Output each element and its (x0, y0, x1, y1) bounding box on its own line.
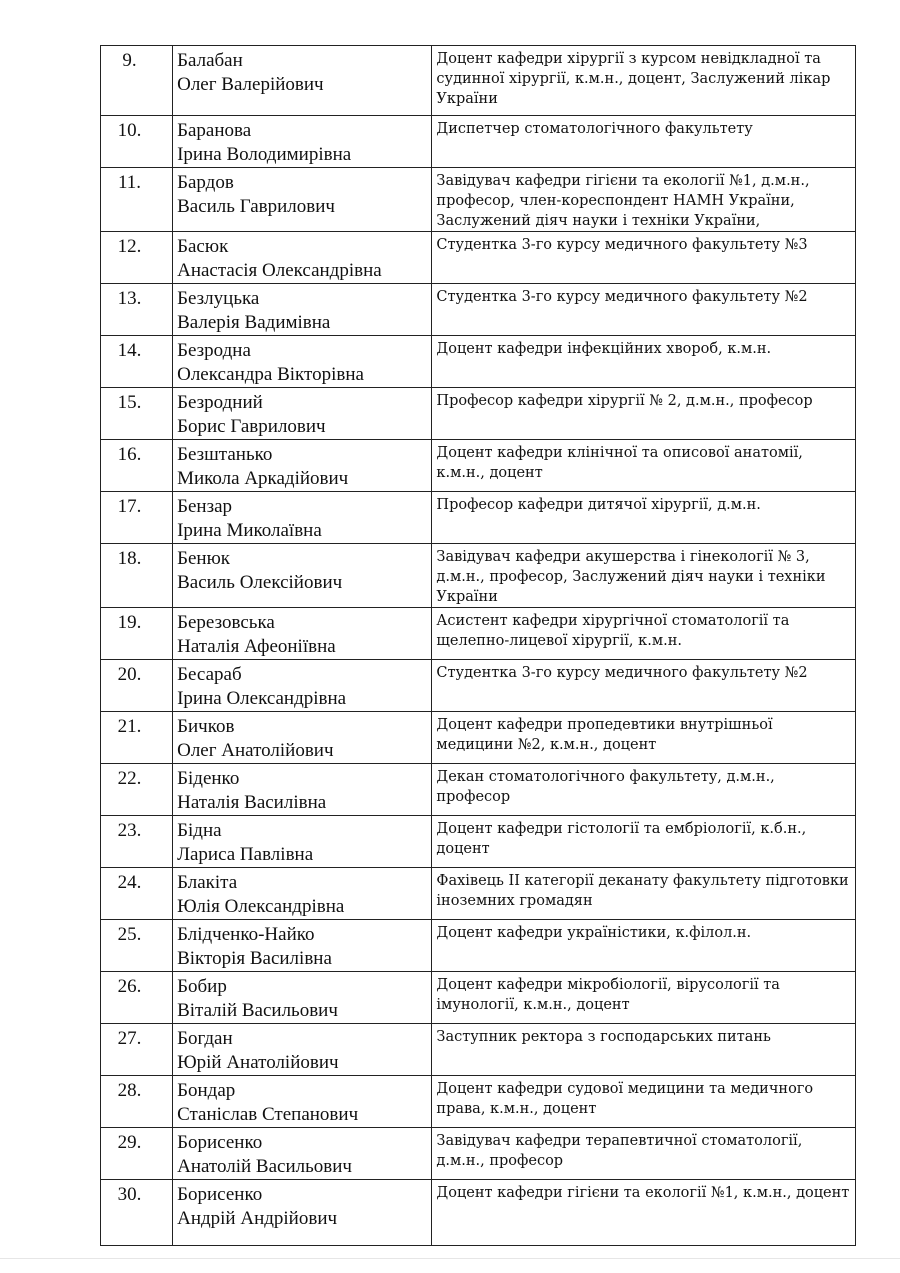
person-name-cell (173, 336, 432, 388)
table-row (101, 1180, 856, 1246)
given-names: Валерія Вадимівна (177, 312, 331, 333)
given-names: Станіслав Степанович (177, 1104, 359, 1125)
row-number: 10. (101, 116, 173, 168)
table-row (101, 1076, 856, 1128)
given-names: Анатолій Васильович (177, 1156, 352, 1177)
surname: Безштанько (177, 444, 273, 465)
surname: Борисенко (177, 1132, 263, 1153)
table-row (101, 868, 856, 920)
position-cell: Доцент кафедри клінічної та описової анатомії, к.м.н., доцент (432, 440, 856, 492)
table-row (101, 492, 856, 544)
table-row (101, 972, 856, 1024)
given-names: Ірина Олександрівна (177, 688, 347, 709)
position-cell: Завідувач кафедри терапевтичної стоматології, д.м.н., професор (432, 1128, 856, 1180)
person-name-cell (173, 1128, 432, 1180)
row-number: 12. (101, 232, 173, 284)
given-names: Олександра Вікторівна (177, 364, 364, 385)
row-number: 22. (101, 764, 173, 816)
person-name-cell (173, 544, 432, 608)
roster-table (100, 45, 856, 1246)
row-number: 29. (101, 1128, 173, 1180)
row-number: 26. (101, 972, 173, 1024)
position-cell: Доцент кафедри україністики, к.філол.н. (432, 920, 856, 972)
surname: Безродна (177, 340, 251, 361)
table-row (101, 388, 856, 440)
row-number: 15. (101, 388, 173, 440)
person-name-cell (173, 492, 432, 544)
row-number: 13. (101, 284, 173, 336)
table-row (101, 920, 856, 972)
row-number: 30. (101, 1180, 173, 1246)
position-cell: Професор кафедри хірургії № 2, д.м.н., професор (432, 388, 856, 440)
surname: Бардов (177, 172, 234, 193)
given-names: Наталія Афеоніївна (177, 636, 336, 657)
person-name-cell (173, 440, 432, 492)
surname: Бондар (177, 1080, 236, 1101)
row-number: 24. (101, 868, 173, 920)
person-name-cell (173, 116, 432, 168)
person-name-cell (173, 232, 432, 284)
row-number: 18. (101, 544, 173, 608)
given-names: Анастасія Олександрівна (177, 260, 382, 281)
table-row (101, 168, 856, 232)
person-name-cell (173, 660, 432, 712)
position-cell: Доцент кафедри судової медицини та медичного права, к.м.н., доцент (432, 1076, 856, 1128)
row-number: 25. (101, 920, 173, 972)
given-names: Олег Анатолійович (177, 740, 334, 761)
person-name-cell (173, 920, 432, 972)
position-cell: Асистент кафедри хірургічної стоматології та щелепно-лицевої хірургії, к.м.н. (432, 608, 856, 660)
person-name-cell (173, 1024, 432, 1076)
position-cell: Доцент кафедри гістології та ембріології, к.б.н., доцент (432, 816, 856, 868)
table-row (101, 660, 856, 712)
position-cell: Диспетчер стоматологічного факультету (432, 116, 856, 168)
given-names: Борис Гаврилович (177, 416, 326, 437)
surname: Бобир (177, 976, 227, 997)
given-names: Олег Валерійович (177, 74, 324, 95)
table-row (101, 816, 856, 868)
table-row (101, 608, 856, 660)
position-cell: Студентка 3-го курсу медичного факультету №3 (432, 232, 856, 284)
row-number: 9. (101, 46, 173, 116)
person-name-cell (173, 284, 432, 336)
position-cell: Професор кафедри дитячої хірургії, д.м.н. (432, 492, 856, 544)
position-cell: Завідувач кафедри акушерства і гінекології № 3, д.м.н., професор, Заслужений діяч науки і техніки України (432, 544, 856, 608)
given-names: Вікторія Василівна (177, 948, 332, 969)
surname: Блідченко-Найко (177, 924, 315, 945)
position-cell: Доцент кафедри інфекційних хвороб, к.м.н. (432, 336, 856, 388)
table-row (101, 46, 856, 116)
surname: Біденко (177, 768, 240, 789)
surname: Бідна (177, 820, 222, 841)
given-names: Василь Гаврилович (177, 196, 335, 217)
row-number: 23. (101, 816, 173, 868)
person-name-cell (173, 168, 432, 232)
given-names: Віталій Васильович (177, 1000, 338, 1021)
table-row (101, 232, 856, 284)
surname: Березовська (177, 612, 275, 633)
given-names: Василь Олексійович (177, 572, 343, 593)
given-names: Юрій Анатолійович (177, 1052, 339, 1073)
table-row (101, 440, 856, 492)
surname: Богдан (177, 1028, 233, 1049)
surname: Баранова (177, 120, 252, 141)
surname: Басюк (177, 236, 229, 257)
row-number: 14. (101, 336, 173, 388)
person-name-cell (173, 868, 432, 920)
table-row (101, 764, 856, 816)
position-cell: Доцент кафедри мікробіології, вірусології та імунології, к.м.н., доцент (432, 972, 856, 1024)
person-name-cell (173, 1076, 432, 1128)
given-names: Ірина Володимирівна (177, 144, 352, 165)
surname: Безлуцька (177, 288, 260, 309)
given-names: Андрій Андрійович (177, 1208, 338, 1229)
position-cell: Доцент кафедри хірургії з курсом невідкладної та судинної хірургії, к.м.н., доцент, Заслужений лікар України (432, 46, 856, 116)
row-number: 19. (101, 608, 173, 660)
person-name-cell (173, 972, 432, 1024)
person-name-cell (173, 46, 432, 116)
table-row (101, 284, 856, 336)
position-cell: Завідувач кафедри гігієни та екології №1, д.м.н., професор, член-кореспондент НАМН України, Заслужений діяч науки і техніки України, (432, 168, 856, 232)
row-number: 21. (101, 712, 173, 764)
person-name-cell (173, 816, 432, 868)
given-names: Наталія Василівна (177, 792, 327, 813)
table-row (101, 336, 856, 388)
surname: Бичков (177, 716, 235, 737)
surname: Бесараб (177, 664, 242, 685)
surname: Бенюк (177, 548, 231, 569)
person-name-cell (173, 1180, 432, 1246)
given-names: Ірина Миколаївна (177, 520, 322, 541)
position-cell: Студентка 3-го курсу медичного факультету №2 (432, 284, 856, 336)
given-names: Лариса Павлівна (177, 844, 314, 865)
surname: Блакіта (177, 872, 238, 893)
row-number: 27. (101, 1024, 173, 1076)
row-number: 20. (101, 660, 173, 712)
page-edge-line (0, 1258, 900, 1259)
given-names: Микола Аркадійович (177, 468, 349, 489)
person-name-cell (173, 764, 432, 816)
roster-body (101, 46, 856, 1246)
person-name-cell (173, 712, 432, 764)
position-cell: Студентка 3-го курсу медичного факультету №2 (432, 660, 856, 712)
position-cell: Фахівець ІІ категорії деканату факультету підготовки іноземних громадян (432, 868, 856, 920)
table-row (101, 1128, 856, 1180)
table-row (101, 544, 856, 608)
given-names: Юлія Олександрівна (177, 896, 345, 917)
surname: Борисенко (177, 1184, 263, 1205)
person-name-cell (173, 608, 432, 660)
position-cell: Заступник ректора з господарських питань (432, 1024, 856, 1076)
table-row (101, 1024, 856, 1076)
surname: Безродний (177, 392, 263, 413)
position-cell: Доцент кафедри пропедевтики внутрішньої медицини №2, к.м.н., доцент (432, 712, 856, 764)
surname: Балабан (177, 50, 243, 71)
surname: Бензар (177, 496, 233, 517)
person-name-cell (173, 388, 432, 440)
table-row (101, 116, 856, 168)
row-number: 28. (101, 1076, 173, 1128)
row-number: 16. (101, 440, 173, 492)
row-number: 17. (101, 492, 173, 544)
position-cell: Декан стоматологічного факультету, д.м.н., професор (432, 764, 856, 816)
table-row (101, 712, 856, 764)
position-cell: Доцент кафедри гігієни та екології №1, к.м.н., доцент (432, 1180, 856, 1246)
row-number: 11. (101, 168, 173, 232)
